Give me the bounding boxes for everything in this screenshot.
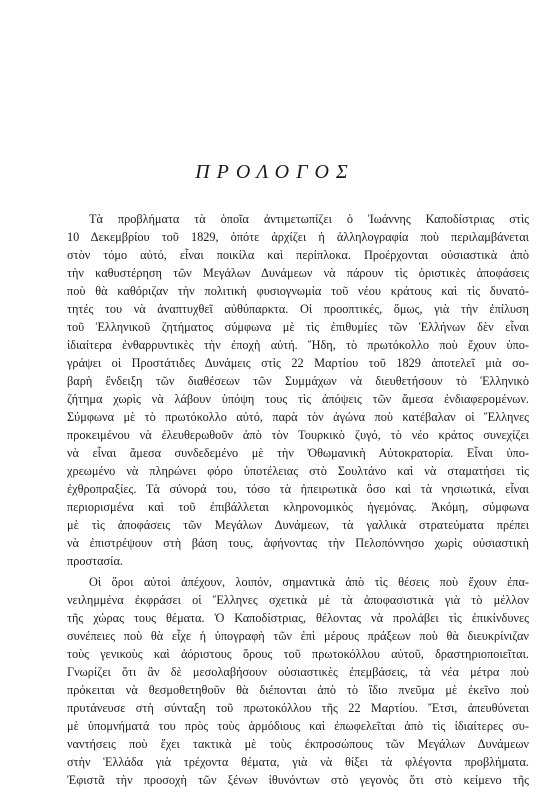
text-line: προκειμένου νὰ ἐλευθερωθοῦν ἀπὸ τὸν Τουρκικὸ ζυγό, τὸ νέο κράτος συνεχίζει	[67, 428, 529, 442]
text-line: ἰδιαίτερα ἐνθαρρυντικὲς τὴν ἐποχὴ αὐτή. Ἤδη, τὸ πρωτόκολλο ποὺ ἔχουν ὑπο-	[67, 338, 529, 352]
text-line: νὰ ἐπιστρέψουν στὴ βάση τους, ἀφήνοντας τὴν Πελοπόννησο χωρὶς οὐσιαστικὴ	[67, 536, 529, 550]
text-line: μὲ τὶς ἀποφάσεις τῶν Μεγάλων Δυνάμεων, τὰ γαλλικὰ στρατεύματα πρέπει	[67, 518, 529, 532]
text-line: τητές του νὰ ἀναπτυχθεῖ αὐθύπαρκτα. Οἱ προοπτικές, ὅμως, γιὰ τὴν ἐπίλυση	[67, 302, 529, 316]
text-line: στὸν τόμο αὐτό, εἶναι ποικίλα καὶ περίπλοκα. Προέρχονται οὐσιαστικὰ ἀπὸ	[67, 248, 529, 262]
text-line: νὰ εἶναι ἄμεσα συνδεδεμένο μὲ τὴν Ὀθωμανικὴ Αὐτοκρατορία. Εἶναι ὑπο-	[67, 446, 529, 460]
body-text	[67, 210, 529, 789]
text-line: στὴν Ἑλλάδα γιὰ τρέχοντα θέματα, γιὰ νὰ θίξει τὰ φλέγοντα προβλήματα.	[67, 755, 529, 769]
text-line: ναντήσεις ποὺ ἔχει τακτικὰ μὲ τοὺς ἐκπροσώπους τῶν Μεγάλων Δυνάμεων	[67, 737, 529, 751]
text-line: περιορισμένα καὶ τοῦ ἐπιβάλλεται κληρονομικὸς ἡγεμόνας. Ἀκόμη, σύμφωνα	[67, 500, 529, 514]
paragraph	[67, 210, 529, 570]
text-line: γράψει οἱ Προστάτιδες Δυνάμεις στὶς 22 Μαρτίου τοῦ 1829 ἀποτελεῖ μιὰ σο-	[67, 356, 529, 370]
text-line: βαρὴ ἔνδειξη τῶν διαθέσεων τῶν Συμμάχων νὰ διευθετήσουν τὸ Ἑλληνικὸ	[67, 374, 529, 388]
text-line: τὴν καθυστέρηση τῶν Μεγάλων Δυνάμεων νὰ πάρουν τὶς ὁριστικὲς ἀποφάσεις	[67, 266, 529, 280]
text-line: Οἱ ὅροι αὐτοὶ ἀπέχουν, λοιπόν, σημαντικὰ ἀπὸ τὶς θέσεις ποὺ ἔχουν ἐπα-	[89, 575, 529, 589]
text-line: μὲ ὑπομνήματά του πρὸς τοὺς ἁρμόδιους καὶ ἐπωφελεῖται ἀπὸ τὶς ἰδιαίτερες συ-	[67, 719, 529, 733]
text-line: νειλημμένα ἐκφράσει οἱ Ἕλληνες σχετικὰ μὲ τὰ ἀποφασιστικὰ γιὰ τὸ μέλλον	[67, 593, 529, 607]
text-line: Σύμφωνα μὲ τὸ πρωτόκολλο αὐτό, παρὰ τὸν ἀγώνα ποὺ κατέβαλαν οἱ Ἕλληνες	[67, 410, 529, 424]
paragraph	[67, 573, 529, 789]
text-line: τῆς χώρας τους θέματα. Ὁ Καποδίστριας, θέλοντας νὰ προλάβει τὶς ἐπικίνδυνες	[67, 611, 529, 625]
text-line: Γνωρίζει ὅτι ἂν δὲ μεσολαβήσουν οὐσιαστικὲς ἐπεμβάσεις, τὰ νέα μέτρα ποὺ	[67, 665, 529, 679]
text-line: ζήτημα χωρὶς νὰ λάβουν ὑπόψη τους τὶς ἀπόψεις τῶν ἄμεσα ἐνδιαφερομένων.	[67, 392, 529, 406]
text-line: συνέπειες ποὺ θὰ εἶχε ἡ ὑπογραφὴ τῶν ἐπὶ μέρους πράξεων ποὺ θὰ διευκρίνιζαν	[67, 629, 529, 643]
text-line: ἐχθροπραξίες. Τὰ σύνορά του, τόσο τὰ ἠπειρωτικὰ ὅσο καὶ τὰ νησιωτικά, εἶναι	[67, 482, 529, 496]
text-line: 10 Δεκεμβρίου τοῦ 1829, ὁπότε ἀρχίζει ἡ ἀλληλογραφία ποὺ περιλαμβάνεται	[67, 230, 529, 244]
text-line: τοῦ Ἑλληνικοῦ ζητήματος σύμφωνα μὲ τὶς ἐπιθυμίες τῶν Ἑλλήνων δὲν εἶναι	[67, 320, 529, 334]
text-line: Τὰ προβλήματα τὰ ὁποῖα ἀντιμετωπίζει ὁ Ἰωάννης Καποδίστριας στὶς	[89, 212, 529, 226]
text-line: χρεωμένο νὰ πληρώνει φόρο ὑποτέλειας στὸ Σουλτάνο καὶ νὰ σταματήσει τὶς	[67, 464, 529, 478]
text-line: ποὺ θὰ καθόριζαν τὴν πολιτικὴ φυσιογνωμία τοῦ νέου κράτους καὶ τὶς δυνατό-	[67, 284, 529, 298]
text-line: πρυτάνευσε στὴ σύνταξη τοῦ πρωτοκόλλου τῆς 22 Μαρτίου. Ἔτσι, ἀπευθύνεται	[67, 701, 529, 715]
text-line: προστασία.	[67, 554, 123, 568]
text-line: πρόκειται νὰ θεσμοθετηθοῦν θὰ διέπονται ἀπὸ τὸ ἴδιο πνεῦμα μὲ ἐκεῖνο ποὺ	[67, 683, 529, 697]
text-line: τοὺς γενικοὺς καὶ ἀόριστους ὅρους τοῦ πρωτοκόλλου αὐτοῦ, δραστηριοποιεῖται.	[67, 647, 529, 661]
page-heading: ΠΡΟΛΟΓΟΣ	[195, 161, 355, 183]
text-line: Ἐφιστᾶ τὴν προσοχὴ τῶν ξένων ἰθυνόντων στὸ γεγονὸς ὅτι στὸ κείμενο τῆς	[67, 773, 529, 787]
